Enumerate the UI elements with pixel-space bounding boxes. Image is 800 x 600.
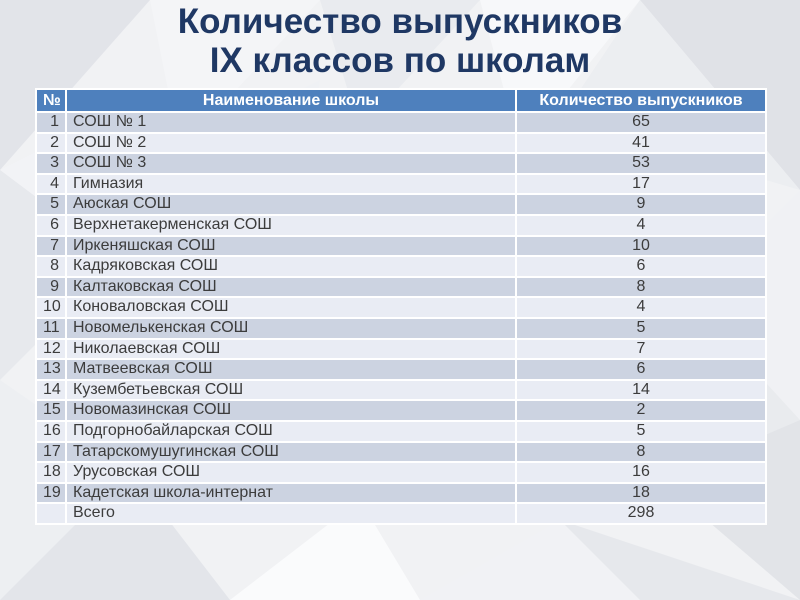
- table-row: [36, 339, 766, 360]
- table-row: [36, 112, 766, 133]
- school-name-cell: Верхнетакерменская СОШ: [66, 215, 516, 236]
- graduates-count-cell: 5: [516, 421, 766, 442]
- table-header-row: [36, 89, 766, 112]
- table-row: [36, 380, 766, 401]
- row-number-cell: 12: [36, 339, 66, 360]
- table-row: [36, 462, 766, 483]
- graduates-count-cell: 18: [516, 483, 766, 504]
- school-name-cell: Урусовская СОШ: [66, 462, 516, 483]
- row-number-cell: 14: [36, 380, 66, 401]
- row-number-cell: 16: [36, 421, 66, 442]
- graduates-count-cell: 6: [516, 256, 766, 277]
- graduates-count-cell: 9: [516, 194, 766, 215]
- graduates-count-cell: 8: [516, 277, 766, 298]
- table-row: [36, 215, 766, 236]
- table-row: [36, 442, 766, 463]
- graduates-count-cell: 4: [516, 215, 766, 236]
- row-number-cell: 8: [36, 256, 66, 277]
- graduates-count-cell: 6: [516, 359, 766, 380]
- school-name-cell: Кадряковская СОШ: [66, 256, 516, 277]
- graduates-table: [35, 88, 767, 525]
- row-number-cell: 1: [36, 112, 66, 133]
- total-label: Всего: [66, 503, 516, 524]
- title-line-1: Количество выпускников: [177, 2, 623, 41]
- school-name-cell: Николаевская СОШ: [66, 339, 516, 360]
- graduates-count-cell: 16: [516, 462, 766, 483]
- table-row: [36, 400, 766, 421]
- graduates-count-cell: 53: [516, 153, 766, 174]
- table-row: [36, 153, 766, 174]
- school-name-cell: Татарскомушугинская СОШ: [66, 442, 516, 463]
- graduates-count-cell: 17: [516, 174, 766, 195]
- row-number-cell: 6: [36, 215, 66, 236]
- school-name-cell: Новомазинская СОШ: [66, 400, 516, 421]
- school-name-cell: СОШ № 1: [66, 112, 516, 133]
- row-number-cell: 2: [36, 133, 66, 154]
- table-row: [36, 133, 766, 154]
- school-name-cell: Кадетская школа-интернат: [66, 483, 516, 504]
- total-value: 298: [516, 503, 766, 524]
- table-row: [36, 421, 766, 442]
- school-name-cell: Кузембетьевская СОШ: [66, 380, 516, 401]
- row-number-cell: 7: [36, 236, 66, 257]
- total-row: [36, 503, 766, 524]
- school-name-cell: Коноваловская СОШ: [66, 297, 516, 318]
- school-name-cell: Новомелькенская СОШ: [66, 318, 516, 339]
- table-row: [36, 174, 766, 195]
- column-header-school: Наименование школы: [66, 89, 516, 112]
- graduates-count-cell: 4: [516, 297, 766, 318]
- school-name-cell: СОШ № 3: [66, 153, 516, 174]
- row-number-cell: 9: [36, 277, 66, 298]
- row-number-cell: 5: [36, 194, 66, 215]
- graduates-count-cell: 7: [516, 339, 766, 360]
- row-number-cell: 18: [36, 462, 66, 483]
- table-row: [36, 256, 766, 277]
- column-header-graduates: Количество выпускников: [516, 89, 766, 112]
- total-number-cell: [36, 503, 66, 524]
- school-name-cell: Гимназия: [66, 174, 516, 195]
- school-name-cell: СОШ № 2: [66, 133, 516, 154]
- table-row: [36, 194, 766, 215]
- row-number-cell: 19: [36, 483, 66, 504]
- table-row: [36, 318, 766, 339]
- school-name-cell: Калтаковская СОШ: [66, 277, 516, 298]
- row-number-cell: 13: [36, 359, 66, 380]
- title-line-2: IX классов по школам: [209, 41, 591, 80]
- school-name-cell: Матвеевская СОШ: [66, 359, 516, 380]
- table-row: [36, 483, 766, 504]
- table-row: [36, 277, 766, 298]
- row-number-cell: 11: [36, 318, 66, 339]
- school-name-cell: Подгорнобайларская СОШ: [66, 421, 516, 442]
- row-number-cell: 4: [36, 174, 66, 195]
- row-number-cell: 10: [36, 297, 66, 318]
- table-body: [36, 112, 766, 503]
- graduates-count-cell: 2: [516, 400, 766, 421]
- row-number-cell: 17: [36, 442, 66, 463]
- column-header-number: №: [36, 89, 66, 112]
- table-row: [36, 236, 766, 257]
- graduates-count-cell: 10: [516, 236, 766, 257]
- slide-title: [0, 2, 800, 80]
- row-number-cell: 15: [36, 400, 66, 421]
- graduates-count-cell: 14: [516, 380, 766, 401]
- graduates-count-cell: 41: [516, 133, 766, 154]
- table-row: [36, 297, 766, 318]
- graduates-count-cell: 8: [516, 442, 766, 463]
- graduates-count-cell: 65: [516, 112, 766, 133]
- school-name-cell: Аюская СОШ: [66, 194, 516, 215]
- table-row: [36, 359, 766, 380]
- school-name-cell: Иркеняшская СОШ: [66, 236, 516, 257]
- graduates-count-cell: 5: [516, 318, 766, 339]
- row-number-cell: 3: [36, 153, 66, 174]
